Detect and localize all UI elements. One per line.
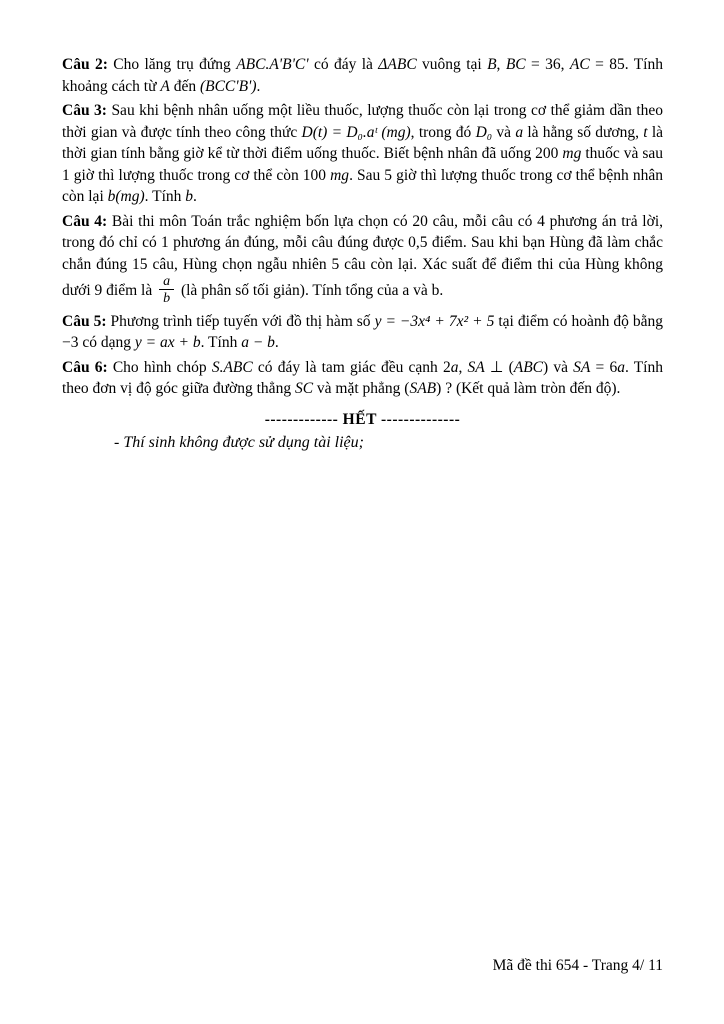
text-segment: Câu 3: — [62, 102, 112, 119]
text-segment: là hằng số dương, — [523, 123, 644, 141]
fraction-denominator: b — [163, 291, 171, 307]
text-segment: mg — [330, 166, 350, 184]
text-segment: ) và — [543, 358, 574, 376]
text-segment: AC — [569, 56, 590, 73]
text-segment: . Tính — [144, 188, 186, 205]
text-segment: D(t) = D₀.aᵗ (mg) — [301, 123, 411, 141]
text-segment: đến — [169, 77, 200, 95]
text-segment: B — [487, 56, 497, 73]
text-segment: BC — [505, 56, 526, 73]
text-segment: Phương trình tiếp tuyến với đồ thị hàm số — [110, 312, 375, 330]
text-segment: vuông tại — [416, 56, 488, 73]
text-segment: y = ax + b — [134, 334, 201, 352]
text-segment: , — [496, 56, 506, 73]
text-segment: có đáy là tam giác đều cạnh 2 — [252, 358, 451, 376]
text-segment: (là phân số tối giản). Tính tổng của a và b. — [177, 281, 444, 299]
text-segment: Câu 5: — [62, 312, 111, 330]
text-segment: Câu 4: — [62, 212, 112, 230]
text-segment: . Sau 5 giờ thì lượng thuốc trong cơ thể bệnh nhân còn lại — [62, 166, 663, 205]
text-segment: . — [274, 334, 279, 352]
exam-note — [62, 432, 663, 454]
text-segment: Câu 2: — [62, 56, 114, 73]
text-segment: , — [458, 358, 468, 376]
text-segment: ) ? (Kết quả làm tròn đến độ). — [436, 380, 621, 398]
question-6 — [62, 357, 663, 400]
text-segment: b — [185, 188, 194, 205]
text-segment: và — [492, 123, 516, 141]
text-segment: thuốc và sau 1 giờ thì lượng thuốc trong cơ thể còn 100 — [62, 145, 663, 184]
text-segment: . — [193, 188, 197, 205]
question-3 — [62, 100, 663, 208]
text-segment: ABC — [513, 358, 544, 376]
text-segment: ABC.A'B'C' — [236, 56, 309, 73]
text-segment: t — [643, 123, 648, 141]
page-footer: Mã đề thi 654 - Trang 4/ 11 — [492, 957, 663, 974]
text-segment: D₀ — [475, 123, 493, 141]
exam-content — [62, 54, 663, 457]
text-segment: Cho lăng trụ đứng — [113, 56, 237, 73]
text-segment: a − b — [241, 334, 275, 352]
text-segment: S.ABC — [211, 358, 253, 376]
text-segment: ΔABC — [378, 56, 417, 73]
text-segment: - Thí sinh không được sử dụng tài liệu; — [114, 434, 364, 452]
text-segment: a — [515, 123, 524, 141]
text-segment: ⊥ ( — [484, 358, 514, 376]
text-segment: SC — [294, 380, 314, 398]
text-segment: = 6 — [590, 358, 618, 376]
text-segment: = 85. Tính khoảng cách từ — [62, 56, 663, 95]
text-segment: có đáy là — [308, 56, 379, 73]
text-segment: a — [617, 358, 625, 376]
text-segment: ------------- HẾT -------------- — [264, 410, 461, 428]
text-segment: tại điểm có hoành độ bằng −3 có dạng — [62, 312, 664, 352]
text-segment: SA — [573, 358, 591, 376]
text-segment: Câu 6: — [62, 358, 113, 376]
text-segment: Sau khi bệnh nhân uống một liều thuốc, lượng thuốc còn lại trong cơ thể giảm dần theo thời gian và được tính theo công thức — [62, 102, 664, 141]
end-divider — [62, 409, 663, 431]
text-segment: Bài thi môn Toán trắc nghiệm bốn lựa chọn có 20 câu, mỗi câu có 4 phương án trả lời, trong đó chỉ có 1 phương án đúng, mỗi câu đúng được 0,5 điểm. Sau khi bạn Hùng đã làm chắc chắn đúng 15 câu, Hùng chọn ngẫu nhiên 5 câu còn lại. Xác suất để điểm thi của Hùng không dưới 9 điểm là — [62, 212, 663, 299]
question-2 — [62, 54, 663, 97]
text-segment: là thời gian tính bằng giờ kể từ thời điểm uống thuốc. Biết bệnh nhân đã uống 200 — [62, 123, 663, 162]
question-4 — [62, 211, 663, 308]
text-segment: SA — [467, 358, 485, 376]
text-segment: SAB — [409, 380, 437, 398]
text-segment: , trong đó — [410, 123, 476, 141]
text-segment: b(mg) — [107, 188, 145, 205]
text-segment: . Tính theo đơn vị độ góc giữa đường thẳng — [62, 358, 663, 398]
text-segment: và mặt phẳng ( — [313, 380, 410, 398]
fraction — [159, 274, 174, 307]
text-segment: a — [450, 358, 459, 376]
text-segment: . Tính — [200, 334, 242, 352]
text-segment: = 36, — [525, 56, 570, 73]
text-segment: A — [160, 77, 170, 95]
text-segment: . — [256, 77, 261, 95]
text-segment: (BCC'B') — [199, 77, 257, 95]
text-segment: y = −3x⁴ + 7x² + 5 — [374, 312, 495, 330]
question-5 — [62, 311, 663, 354]
fraction-numerator: a — [159, 274, 174, 290]
text-segment: Cho hình chóp — [112, 358, 212, 376]
text-segment: mg — [562, 145, 582, 162]
